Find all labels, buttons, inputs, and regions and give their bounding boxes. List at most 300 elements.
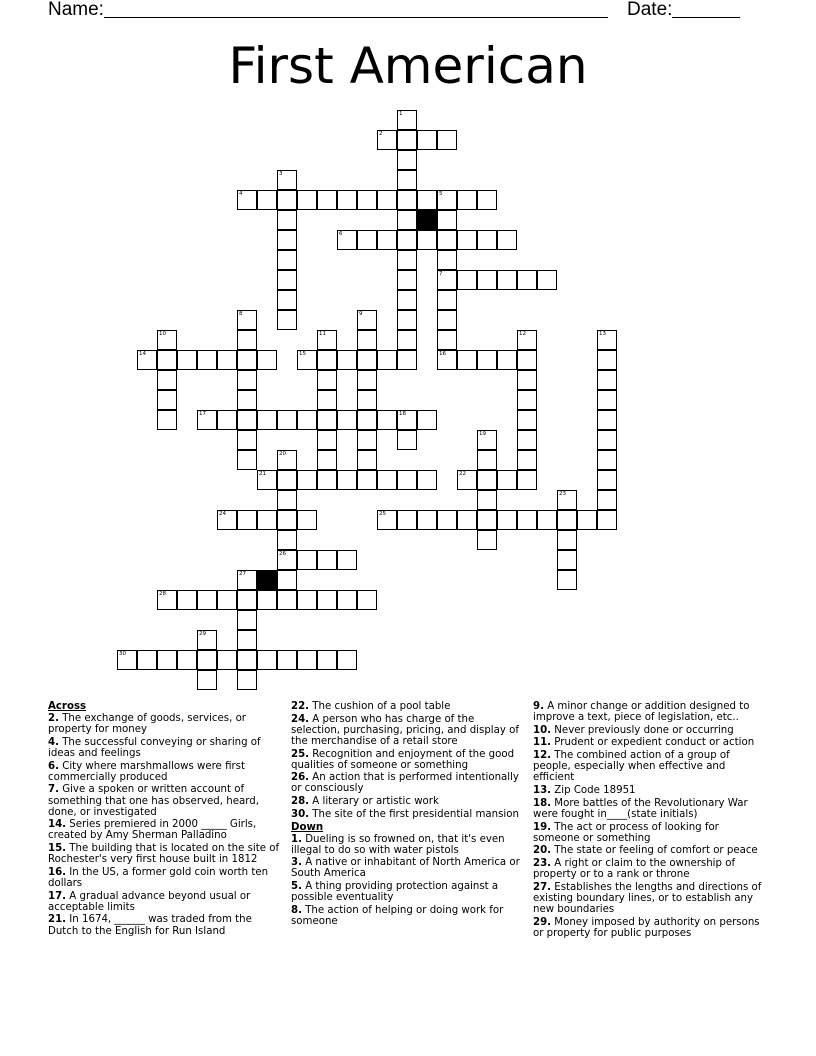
- grid-cell[interactable]: [237, 350, 257, 370]
- date-field[interactable]: [672, 17, 740, 18]
- grid-cell[interactable]: [157, 650, 177, 670]
- cell-number: 8: [239, 311, 243, 317]
- grid-cell[interactable]: [217, 590, 237, 610]
- grid-cell[interactable]: [457, 470, 477, 490]
- clue-text: More battles of the Revolutionary War were fought in____(state initials): [533, 797, 748, 820]
- grid-cell[interactable]: [397, 310, 417, 330]
- clue-number: 29.: [533, 916, 552, 928]
- grid-cell[interactable]: [477, 270, 497, 290]
- grid-cell[interactable]: [597, 390, 617, 410]
- grid-cell[interactable]: [297, 590, 317, 610]
- grid-cell[interactable]: [357, 470, 377, 490]
- grid-cell[interactable]: [357, 450, 377, 470]
- grid-cell[interactable]: [417, 190, 437, 210]
- grid-cell[interactable]: [157, 410, 177, 430]
- clue-number: 8.: [291, 904, 302, 916]
- grid-cell[interactable]: [597, 350, 617, 370]
- grid-cell[interactable]: [277, 530, 297, 550]
- clue-text: Zip Code 18951: [551, 785, 636, 797]
- grid-cell[interactable]: [557, 570, 577, 590]
- down-clue: [533, 701, 765, 723]
- cell-number: 20: [279, 451, 286, 457]
- clue-number: 19.: [533, 821, 552, 833]
- grid-cell[interactable]: [397, 110, 417, 130]
- clue-number: 25.: [291, 748, 310, 760]
- grid-cell[interactable]: [457, 270, 477, 290]
- clue-text: The action of helping or doing work for someone: [291, 904, 504, 928]
- grid-cell[interactable]: [237, 570, 257, 590]
- grid-cell[interactable]: [597, 410, 617, 430]
- grid-cell[interactable]: [277, 490, 297, 510]
- grid-cell[interactable]: [417, 510, 437, 530]
- clue-number: 3.: [291, 857, 302, 869]
- grid-cell[interactable]: [497, 470, 517, 490]
- name-field[interactable]: [104, 17, 608, 18]
- grid-cell[interactable]: [397, 350, 417, 370]
- clue-number: 28.: [291, 796, 310, 808]
- grid-cell[interactable]: [517, 470, 537, 490]
- grid-cell[interactable]: [337, 230, 357, 250]
- grid-cell[interactable]: [277, 650, 297, 670]
- grid-cell[interactable]: [277, 170, 297, 190]
- cell-number: 28: [159, 591, 166, 597]
- grid-cell[interactable]: [257, 350, 277, 370]
- down-clue: [533, 917, 765, 939]
- grid-cell[interactable]: [397, 270, 417, 290]
- cell-number: 16: [439, 351, 446, 357]
- grid-cell[interactable]: [297, 190, 317, 210]
- grid-cell[interactable]: [217, 350, 237, 370]
- grid-cell[interactable]: [517, 510, 537, 530]
- cell-number: 12: [519, 331, 526, 337]
- down-clue: [533, 725, 765, 736]
- grid-cell[interactable]: [257, 410, 277, 430]
- cell-number: 25: [379, 511, 386, 517]
- grid-cell[interactable]: [317, 430, 337, 450]
- grid-cell[interactable]: [337, 410, 357, 430]
- clue-text: Establishes the lengths and directions of existing boundary lines, or to establish any new boundaries: [533, 881, 762, 915]
- grid-cell[interactable]: [597, 370, 617, 390]
- grid-cell[interactable]: [157, 590, 177, 610]
- grid-cell[interactable]: [437, 270, 457, 290]
- grid-cell[interactable]: [237, 630, 257, 650]
- grid-cell[interactable]: [177, 590, 197, 610]
- grid-cell[interactable]: [157, 350, 177, 370]
- grid-cell[interactable]: [477, 490, 497, 510]
- grid-cell[interactable]: [397, 290, 417, 310]
- grid-cell[interactable]: [237, 370, 257, 390]
- grid-cell[interactable]: [357, 230, 377, 250]
- clue-text: Series premiered in 2000 _____ Girls, created by Amy Sherman Palladino: [48, 819, 257, 842]
- clue-number: 23.: [533, 857, 552, 869]
- cell-number: 3: [279, 171, 283, 177]
- clue-number: 21.: [48, 914, 67, 926]
- grid-cell[interactable]: [277, 410, 297, 430]
- grid-cell[interactable]: [397, 410, 417, 430]
- cell-number: 5: [439, 191, 443, 197]
- grid-cell[interactable]: [377, 190, 397, 210]
- grid-cell[interactable]: [197, 650, 217, 670]
- grid-cell[interactable]: [257, 590, 277, 610]
- grid-cell[interactable]: [597, 490, 617, 510]
- grid-cell[interactable]: [197, 630, 217, 650]
- grid-cell[interactable]: [557, 530, 577, 550]
- grid-cell[interactable]: [237, 670, 257, 690]
- grid-cell[interactable]: [477, 430, 497, 450]
- clue-text: A minor change or addition designed to improve a text, piece of legislation, etc..: [533, 701, 750, 724]
- grid-cell[interactable]: [517, 350, 537, 370]
- down-clue: [533, 882, 765, 915]
- across-clue: [291, 809, 523, 820]
- grid-cell[interactable]: [197, 350, 217, 370]
- grid-cell[interactable]: [357, 310, 377, 330]
- cell-number: 1: [399, 111, 403, 117]
- across-clue: [48, 891, 280, 913]
- grid-cell[interactable]: [237, 650, 257, 670]
- grid-cell[interactable]: [317, 450, 337, 470]
- down-clue: [533, 785, 765, 796]
- down-heading: Down: [291, 821, 324, 833]
- grid-cell[interactable]: [597, 510, 617, 530]
- across-heading: Across: [48, 701, 87, 712]
- grid-cell[interactable]: [317, 650, 337, 670]
- across-clue: [48, 867, 280, 889]
- clue-number: 13.: [533, 785, 552, 797]
- clue-text: City where marshmallows were first commercially produced: [48, 760, 245, 783]
- down-clue: [533, 750, 765, 783]
- grid-cell[interactable]: [377, 510, 397, 530]
- grid-cell[interactable]: [517, 370, 537, 390]
- clue-text: A thing providing protection against a possible eventuality: [291, 881, 499, 904]
- grid-cell[interactable]: [277, 230, 297, 250]
- grid-cell[interactable]: [457, 190, 477, 210]
- clue-number: 17.: [48, 890, 67, 902]
- grid-cell[interactable]: [397, 510, 417, 530]
- down-clue: [291, 834, 523, 856]
- across-clue: [48, 737, 280, 759]
- grid-cell[interactable]: [337, 470, 357, 490]
- grid-cell[interactable]: [437, 350, 457, 370]
- grid-cell[interactable]: [237, 390, 257, 410]
- grid-cell[interactable]: [477, 190, 497, 210]
- across-clue: [291, 701, 523, 712]
- grid-cell[interactable]: [537, 270, 557, 290]
- grid-cell[interactable]: [457, 230, 477, 250]
- grid-cell[interactable]: [357, 370, 377, 390]
- down-clue: [533, 858, 765, 880]
- grid-cell[interactable]: [597, 470, 617, 490]
- cell-number: 15: [299, 351, 306, 357]
- grid-cell[interactable]: [237, 310, 257, 330]
- cell-number: 30: [119, 651, 126, 657]
- grid-cell[interactable]: [317, 390, 337, 410]
- grid-cell[interactable]: [497, 350, 517, 370]
- grid-cell[interactable]: [277, 510, 297, 530]
- grid-cell[interactable]: [397, 250, 417, 270]
- grid-cell[interactable]: [237, 410, 257, 430]
- grid-cell[interactable]: [297, 550, 317, 570]
- cell-number: 27: [239, 571, 246, 577]
- clue-text: The successful conveying or sharing of ideas and feelings: [48, 736, 261, 759]
- grid-cell[interactable]: [437, 330, 457, 350]
- grid-cell[interactable]: [377, 230, 397, 250]
- clue-text: An action that is performed intentionally or consciously: [291, 772, 519, 795]
- grid-cell[interactable]: [337, 590, 357, 610]
- grid-cell[interactable]: [377, 470, 397, 490]
- grid-cell[interactable]: [397, 170, 417, 190]
- grid-cell[interactable]: [417, 130, 437, 150]
- clue-number: 2.: [48, 713, 59, 725]
- grid-cell[interactable]: [277, 270, 297, 290]
- cell-number: 21: [259, 471, 266, 477]
- grid-cell[interactable]: [437, 310, 457, 330]
- clue-text: Give a spoken or written account of something that one has observed, heard, done, or investigated: [48, 784, 259, 818]
- grid-cell[interactable]: [217, 510, 237, 530]
- clue-number: 18.: [533, 797, 552, 809]
- cell-number: 19: [479, 431, 486, 437]
- clue-number: 15.: [48, 843, 67, 855]
- grid-cell[interactable]: [157, 390, 177, 410]
- clue-number: 20.: [533, 845, 552, 857]
- clue-text: The state or feeling of comfort or peace: [551, 845, 758, 857]
- grid-cell[interactable]: [257, 650, 277, 670]
- across-clue: [48, 784, 280, 817]
- grid-cell[interactable]: [317, 350, 337, 370]
- grid-cell[interactable]: [517, 430, 537, 450]
- grid-cell[interactable]: [197, 590, 217, 610]
- clue-number: 24.: [291, 713, 310, 725]
- grid-cell[interactable]: [357, 410, 377, 430]
- cell-number: 10: [159, 331, 166, 337]
- clue-text: The exchange of goods, services, or property for money: [48, 713, 246, 736]
- grid-cell[interactable]: [557, 510, 577, 530]
- grid-cell[interactable]: [317, 190, 337, 210]
- across-clue: [48, 843, 280, 865]
- clue-text: Prudent or expedient conduct or action: [551, 737, 755, 749]
- down-clue: [291, 905, 523, 927]
- grid-cell[interactable]: [497, 230, 517, 250]
- cell-number: 7: [439, 271, 443, 277]
- grid-cell[interactable]: [477, 470, 497, 490]
- grid-cell[interactable]: [137, 650, 157, 670]
- clue-text: The site of the first presidential mansion: [309, 808, 519, 820]
- grid-cell[interactable]: [557, 490, 577, 510]
- grid-cell[interactable]: [177, 350, 197, 370]
- grid-cell[interactable]: [237, 590, 257, 610]
- clue-number: 14.: [48, 819, 67, 831]
- grid-cell[interactable]: [317, 590, 337, 610]
- clue-number: 7.: [48, 784, 59, 796]
- clue-text: A native or inhabitant of North America or South America: [291, 857, 520, 880]
- grid-cell[interactable]: [357, 330, 377, 350]
- grid-cell[interactable]: [357, 590, 377, 610]
- grid-cell[interactable]: [397, 190, 417, 210]
- grid-cell[interactable]: [337, 550, 357, 570]
- grid-cell[interactable]: [437, 190, 457, 210]
- grid-cell[interactable]: [497, 510, 517, 530]
- grid-cell[interactable]: [257, 190, 277, 210]
- clue-text: In 1674, ______ was traded from the Dutch to the English for Run Island: [48, 914, 252, 937]
- clue-text: A gradual advance beyond usual or acceptable limits: [48, 890, 251, 913]
- clue-number: 10.: [533, 724, 552, 736]
- cell-number: 2: [379, 131, 383, 137]
- clue-text: The act or process of looking for someone or something: [533, 821, 719, 844]
- down-clue: [291, 857, 523, 879]
- clue-text: Never previously done or occurring: [551, 724, 734, 736]
- grid-cell[interactable]: [477, 230, 497, 250]
- grid-cell[interactable]: [337, 190, 357, 210]
- grid-cell[interactable]: [437, 290, 457, 310]
- clue-number: 11.: [533, 737, 552, 749]
- grid-cell[interactable]: [397, 470, 417, 490]
- grid-cell[interactable]: [297, 470, 317, 490]
- clues-column-2: [291, 701, 523, 929]
- grid-cell[interactable]: [117, 650, 137, 670]
- grid-cell[interactable]: [377, 410, 397, 430]
- grid-cell[interactable]: [437, 230, 457, 250]
- grid-cell[interactable]: [357, 350, 377, 370]
- clue-number: 6.: [48, 760, 59, 772]
- grid-cell[interactable]: [517, 270, 537, 290]
- grid-cell[interactable]: [417, 410, 437, 430]
- grid-cell[interactable]: [277, 550, 297, 570]
- grid-cell[interactable]: [197, 670, 217, 690]
- clue-number: 1.: [291, 833, 302, 845]
- grid-cell[interactable]: [477, 350, 497, 370]
- grid-cell[interactable]: [237, 510, 257, 530]
- grid-cell[interactable]: [257, 470, 277, 490]
- grid-cell[interactable]: [157, 330, 177, 350]
- grid-cell[interactable]: [437, 130, 457, 150]
- grid-cell[interactable]: [337, 350, 357, 370]
- clue-text: In the US, a former gold coin worth ten dollars: [48, 866, 269, 889]
- grid-cell[interactable]: [537, 510, 557, 530]
- grid-cell-black: [417, 210, 437, 230]
- grid-cell[interactable]: [237, 610, 257, 630]
- clues-column-3: [533, 701, 765, 940]
- name-label: Name:: [48, 0, 104, 20]
- grid-cell[interactable]: [277, 250, 297, 270]
- grid-cell[interactable]: [397, 150, 417, 170]
- grid-cell[interactable]: [577, 510, 597, 530]
- across-clue: [48, 819, 280, 841]
- grid-cell[interactable]: [597, 430, 617, 450]
- cell-number: 24: [219, 511, 226, 517]
- grid-cell[interactable]: [377, 130, 397, 150]
- grid-cell[interactable]: [597, 330, 617, 350]
- grid-cell[interactable]: [457, 510, 477, 530]
- grid-cell[interactable]: [417, 230, 437, 250]
- grid-cell[interactable]: [257, 510, 277, 530]
- grid-cell[interactable]: [277, 450, 297, 470]
- clue-number: 5.: [291, 881, 302, 893]
- grid-cell[interactable]: [277, 590, 297, 610]
- clue-text: Money imposed by authority on persons or property for public purposes: [533, 916, 760, 939]
- grid-cell[interactable]: [297, 650, 317, 670]
- grid-cell[interactable]: [277, 290, 297, 310]
- cell-number: 29: [199, 631, 206, 637]
- grid-cell[interactable]: [237, 430, 257, 450]
- grid-cell[interactable]: [217, 650, 237, 670]
- grid-cell[interactable]: [177, 650, 197, 670]
- grid-cell[interactable]: [237, 450, 257, 470]
- grid-cell[interactable]: [317, 370, 337, 390]
- grid-cell[interactable]: [437, 250, 457, 270]
- grid-cell[interactable]: [477, 530, 497, 550]
- clue-text: The cushion of a pool table: [309, 701, 451, 712]
- clue-text: A person who has charge of the selection, purchasing, pricing, and display of the merchandise of a retail store: [291, 713, 519, 747]
- grid-cell[interactable]: [397, 230, 417, 250]
- grid-cell[interactable]: [217, 410, 237, 430]
- across-clue: [48, 713, 280, 735]
- grid-cell[interactable]: [517, 330, 537, 350]
- grid-cell[interactable]: [437, 210, 457, 230]
- grid-cell[interactable]: [277, 210, 297, 230]
- down-clue: [533, 737, 765, 748]
- grid-cell[interactable]: [517, 410, 537, 430]
- grid-cell[interactable]: [457, 350, 477, 370]
- grid-cell[interactable]: [317, 470, 337, 490]
- grid-cell[interactable]: [297, 350, 317, 370]
- across-clue: [291, 714, 523, 747]
- grid-cell[interactable]: [597, 450, 617, 470]
- grid-cell[interactable]: [277, 470, 297, 490]
- grid-cell[interactable]: [357, 390, 377, 410]
- grid-cell[interactable]: [317, 410, 337, 430]
- cell-number: 6: [339, 231, 343, 237]
- cell-number: 9: [359, 311, 363, 317]
- grid-cell[interactable]: [357, 190, 377, 210]
- grid-cell[interactable]: [237, 330, 257, 350]
- grid-cell[interactable]: [417, 470, 437, 490]
- grid-cell[interactable]: [357, 430, 377, 450]
- grid-cell[interactable]: [297, 410, 317, 430]
- grid-cell[interactable]: [477, 450, 497, 470]
- grid-cell[interactable]: [377, 350, 397, 370]
- grid-cell[interactable]: [517, 390, 537, 410]
- grid-cell[interactable]: [317, 550, 337, 570]
- grid-cell[interactable]: [497, 270, 517, 290]
- grid-cell[interactable]: [237, 190, 257, 210]
- grid-cell[interactable]: [557, 550, 577, 570]
- clue-number: 26.: [291, 772, 310, 784]
- grid-cell[interactable]: [397, 430, 417, 450]
- grid-cell[interactable]: [157, 370, 177, 390]
- grid-cell[interactable]: [437, 510, 457, 530]
- grid-cell[interactable]: [397, 130, 417, 150]
- cell-number: 11: [319, 331, 326, 337]
- grid-cell[interactable]: [517, 450, 537, 470]
- grid-cell[interactable]: [397, 330, 417, 350]
- grid-cell[interactable]: [337, 650, 357, 670]
- grid-cell[interactable]: [317, 330, 337, 350]
- grid-cell[interactable]: [277, 190, 297, 210]
- clue-number: 22.: [291, 701, 310, 712]
- grid-cell[interactable]: [297, 510, 317, 530]
- grid-cell[interactable]: [397, 210, 417, 230]
- grid-cell[interactable]: [277, 310, 297, 330]
- grid-cell[interactable]: [197, 410, 217, 430]
- clue-number: 27.: [533, 881, 552, 893]
- page-title: First American: [228, 37, 588, 95]
- clue-text: A right or claim to the ownership of property or to a rank or throne: [533, 857, 736, 881]
- grid-cell[interactable]: [477, 510, 497, 530]
- across-clue: [291, 796, 523, 807]
- grid-cell[interactable]: [277, 570, 297, 590]
- grid-cell[interactable]: [137, 350, 157, 370]
- clue-number: 30.: [291, 808, 310, 820]
- across-clue: [291, 772, 523, 794]
